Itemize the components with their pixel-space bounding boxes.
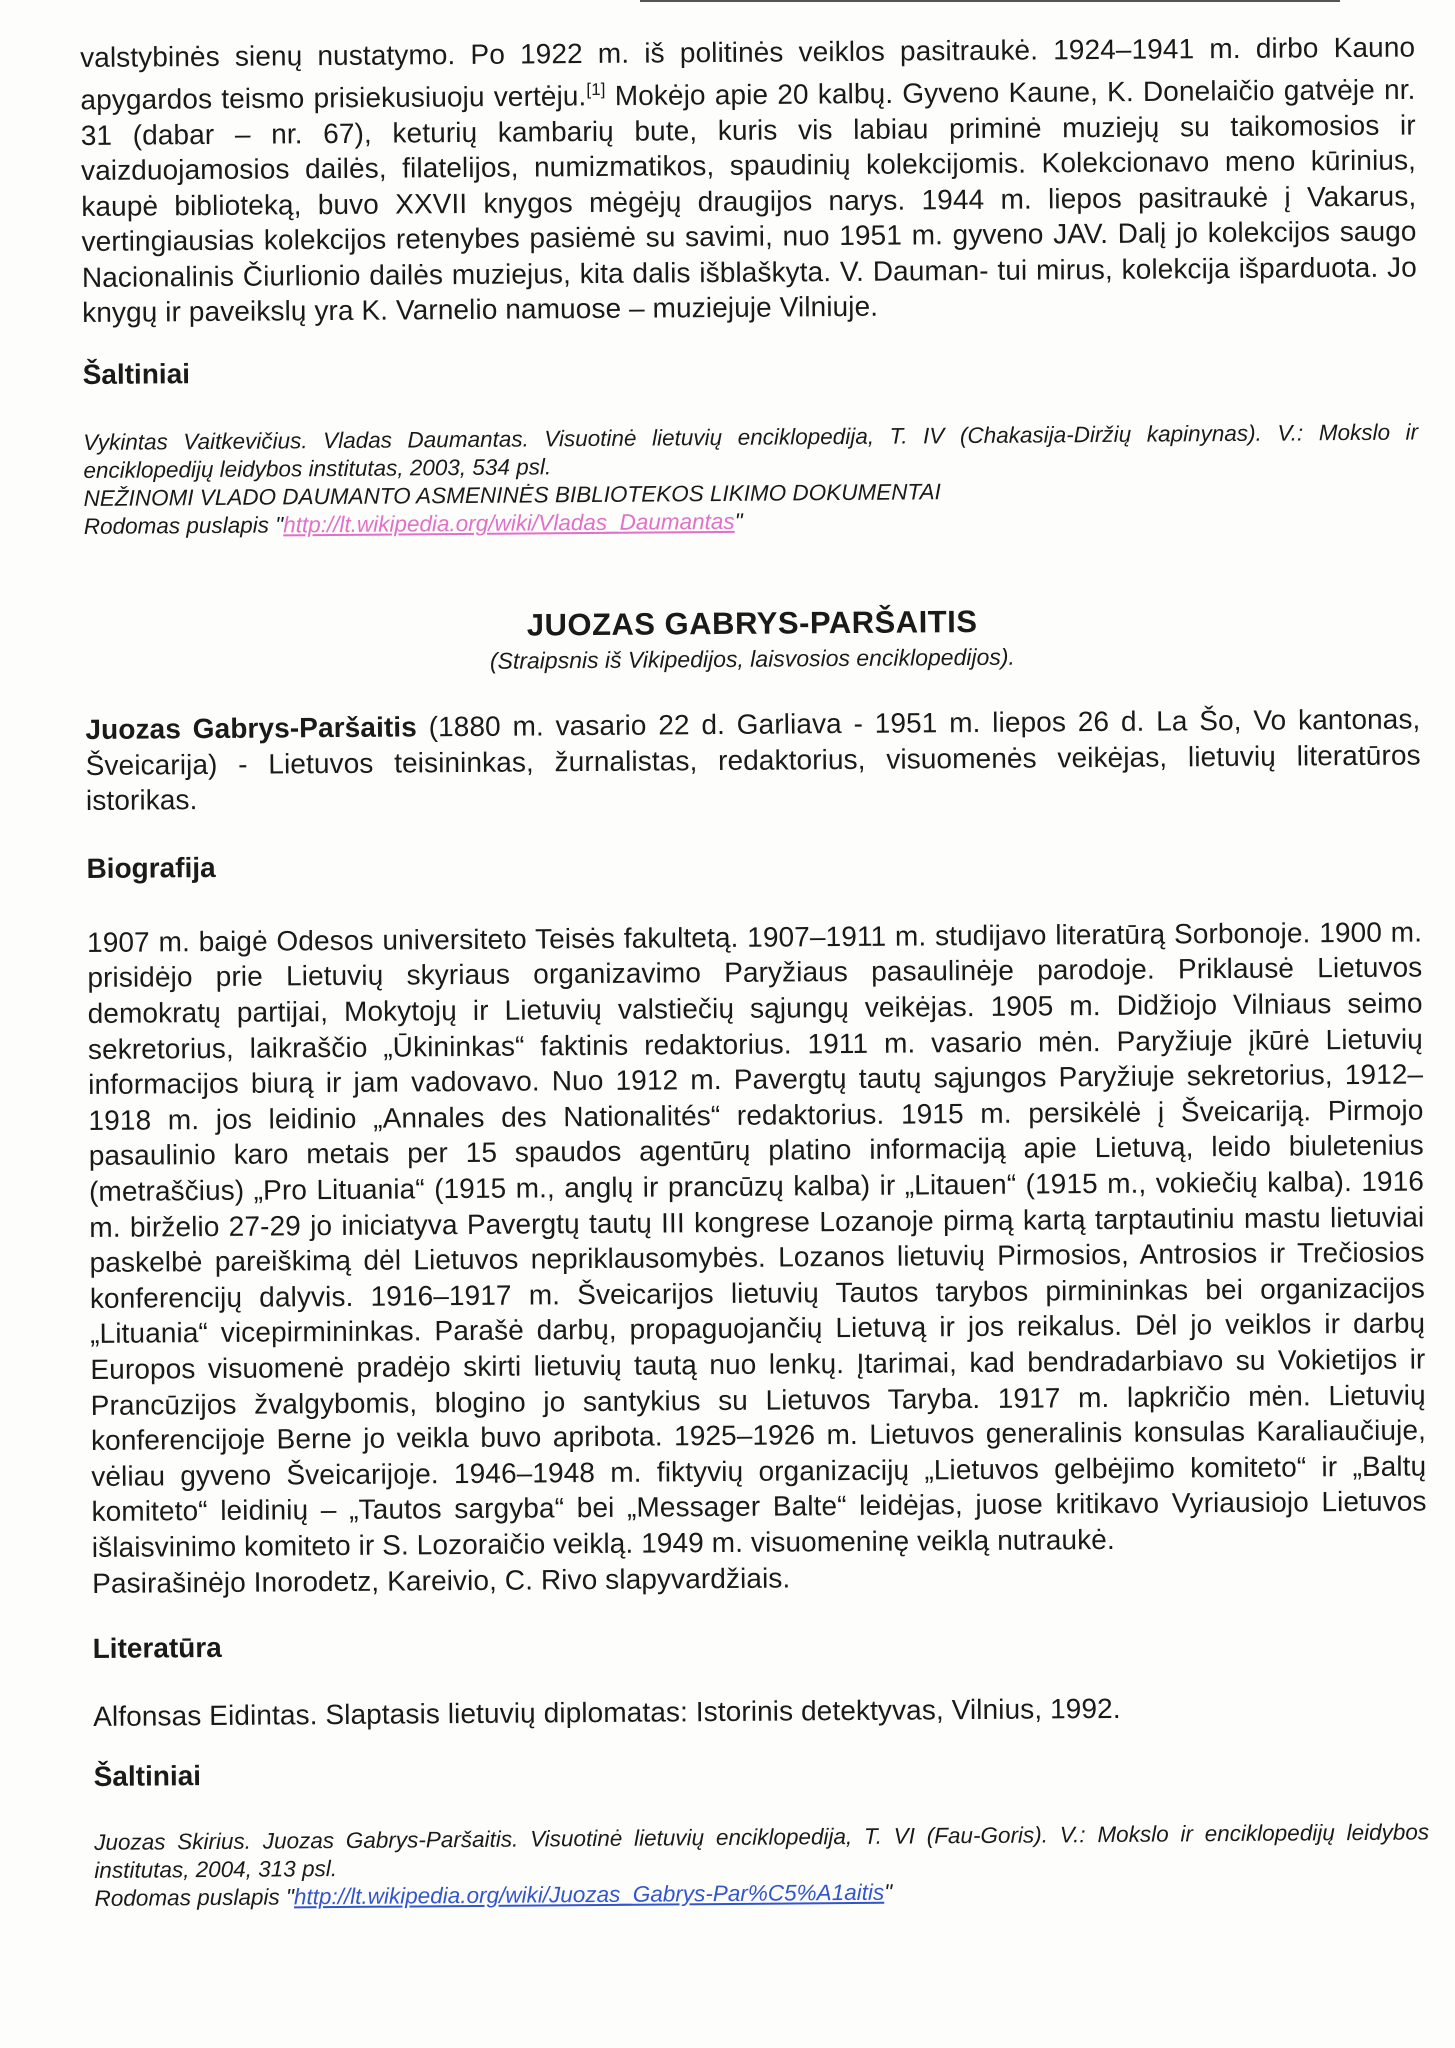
reference-line: Rodomas puslapis "http://lt.wikipedia.org/wiki/Juozas_Gabrys-Par%C5%A1aitis"	[94, 1879, 893, 1911]
wikipedia-link[interactable]: http://lt.wikipedia.org/wiki/Juozas_Gabrys-Par%C5%A1aitis	[293, 1879, 885, 1910]
document-page	[80, 30, 1430, 1913]
sources-heading-2: Šaltiniai	[93, 1759, 202, 1792]
sources-list-1	[83, 419, 1419, 541]
lead-paragraph	[85, 702, 1421, 819]
article-header	[84, 601, 1419, 678]
literature-heading: Literatūra	[92, 1632, 222, 1665]
biography-heading: Biografija	[86, 851, 216, 884]
literature-text: Alfonsas Eidintas. Slaptasis lietuvių diplomatas: Istorinis detektyvas, Vilnius, 1992.	[93, 1693, 1121, 1733]
footnote-mark[interactable]: [1]	[586, 79, 606, 99]
lead-text: (1880 m. vasario 22 d. Garliava - 1951 m. liepos 26 d. La Šo, Vo kantonas, Šveicarija) - Lietuvos teisininkas, žurnalistas, redaktorius, visuomenės veikėjas, lietuvių literatūros istorikas.	[85, 703, 1421, 817]
sources-list-2	[94, 1818, 1430, 1912]
wikipedia-link[interactable]: http://lt.wikipedia.org/wiki/Vladas_Daumantas	[283, 508, 735, 538]
paragraph-text-a: valstybinės sienų nustatymo. Po 1922 m. iš politinės veiklos pasitraukė. 1924–1941 m. dirbo Kauno apygardos teismo prisiekusiuoju vertėju.	[80, 31, 1416, 115]
paragraph-text-b: Mokėjo apie 20 kalbų. Gyveno Kaune, K. Donelaičio gatvėje nr. 31 (dabar – nr. 67), keturių kambarių bute, kuris vis labiau priminė muziejų su taikomosios ir vaizduojamosios dailės, filatelijos, numizmatikos, spaudinių kolekcijomis. Kolekcionavo meno kūrinius, kaupė biblioteką, buvo XXVII knygos mėgėjų draugijos narys. 1944 m. liepos pasitraukė į Vakarus, vertingiausias kolekcijos retenybes pasiėmė su savimi, nuo 1951 m. gyveno JAV. Dalį jo kolekcijos saugo Nacionalinis Čiurlionio dailės muziejus, kita dalis išblaškyta. V. Dauman- tui mirus, kolekcija išparduota. Jo knygų ir paveikslų yra K. Varnelio namuose – muziejuje Vilniuje.	[80, 73, 1417, 329]
sources-heading-1: Šaltiniai	[82, 358, 191, 391]
pseudonyms-text: Pasirašinėjo Inorodetz, Kareivio, C. Rivo slapyvardžiais.	[91, 1562, 791, 1599]
daumantas-paragraph	[80, 30, 1417, 332]
reference-line: Vykintas Vaitkevičius. Vladas Daumantas. Visuotinė lietuvių enciklopedija, T. IV (Chakasija-Diržių kapinynas). V.: Mokslo ir enciklopedijų leidybos institutas, 2003, 534 psl.	[83, 419, 1419, 484]
article-title: JUOZAS GABRYS-PARŠAITIS	[526, 604, 978, 643]
biography-text: 1907 m. baigė Odesos universiteto Teisės fakultetą. 1907–1911 m. studijavo literatūrą Sorbonoje. 1900 m. prisidėjo prie Lietuvių skyriaus organizavimo Paryžiaus pasaulinėje parodoje. Priklausė Lietuvos demokratų partijai, Mokytojų ir Lietuvių valstiečių sąjungų veikėjas. 1905 m. Didžiojo Vilniaus seimo sekretorius, laikraščio „Ūkininkas“ faktinis redaktorius. 1911 m. vasario mėn. Paryžiuje įkūrė Lietuvių informacijos biurą ir jam vadovavo. Nuo 1912 m. Pavergtų tautų sąjungos Paryžiuje sekretorius, 1912–1918 m. jos leidinio „Annales des Nationalités“ redaktorius. 1915 m. persikėlė į Šveicariją. Pirmojo pasaulinio karo metais per 15 spaudos agentūrų platino informaciją apie Lietuvą, leido biuletenius (metraščius) „Pro Lituania“ (1915 m., anglų ir prancūzų kalba) ir „Litauen“ (1915 m., vokiečių kalba). 1916 m. birželio 27-29 jo iniciatyva Pavergtų tautų III kongrese Lozanoje pirmą kartą tarptautiniu mastu lietuviai paskelbė pareiškimą dėl Lietuvos nepriklausomybės. Lozanos lietuvių Pirmosios, Antrosios ir Trečiosios konferencijų dalyvis. 1916–1917 m. Šveicarijos lietuvių Tautos tarybos pirmininkas bei organizacijos „Lituania“ vicepirmininkas. Parašė darbų, propaguojančių Lietuvą ir jos reikalus. Dėl jo veiklos ir darbų Europos visuomenė pradėjo skirti lietuvių tautą nuo lenkų. Įtarimai, kad bendradarbiavo su Vokietijos ir Prancūzijos žvalgybomis, blogino jo santykius su Lietuvos Taryba. 1917 m. lapkričio mėn. Lietuvių konferencijoje Berne jo veikla buvo apribota. 1925–1926 m. Lietuvos generalinis konsulas Karaliaučiuje, vėliau gyveno Šveicarijoje. 1946–1948 m. fiktyvių organizacijų „Lietuvos gelbėjimo komiteto“ ir „Baltų komiteto“ leidinių – „Tautos sargyba“ bei „Messager Balte“ leidėjas, juose kritikavo Vyriausiojo Lietuvos išlaisvinimo komiteto ir S. Lozoraičio veiklą. 1949 m. visuomeninę veiklą nutraukė.	[86, 916, 1427, 1563]
lead-name: Juozas Gabrys-Paršaitis	[85, 711, 417, 746]
article-subtitle: (Straipsnis iš Vikipedijos, laisvosios enciklopedijos).	[489, 643, 1015, 674]
scan-edge-line	[640, 0, 1340, 2]
reference-line: Juozas Skirius. Juozas Gabrys-Paršaitis. Visuotinė lietuvių enciklopedija, T. VI (Fau-Goris). V.: Mokslo ir enciklopedijų leidybos institutas, 2004, 313 psl.	[94, 1819, 1430, 1883]
reference-line: NEŽINOMI VLADO DAUMANTO ASMENINĖS BIBLIOTEKOS LIKIMO DOKUMENTAI	[83, 479, 941, 512]
reference-line: Rodomas puslapis "http://lt.wikipedia.org/wiki/Vladas_Daumantas"	[83, 508, 743, 540]
